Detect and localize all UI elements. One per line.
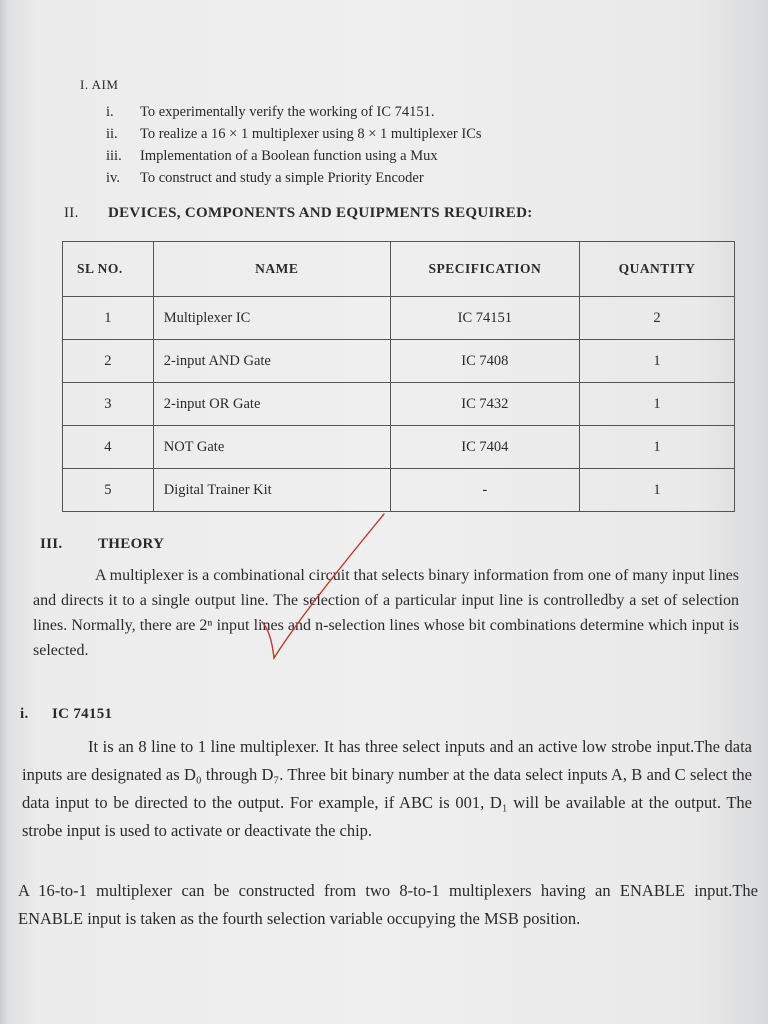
cell-sl-no: 5 (63, 469, 154, 512)
table-row (63, 469, 735, 512)
cell-quantity: 1 (579, 340, 734, 383)
column-header-quantity: QUANTITY (579, 242, 734, 297)
ic74151-paragraph: It is an 8 line to 1 line multiplexer. It has three select inputs and an active low strobe input.The data inputs are designated as D₀ through D₇. Three bit binary number at the data select inputs A, B and C select the data input to be directed to the output. For example, if ABC is 001, D₁ will be available at the output. The strobe input is used to activate or deactivate the chip. (22, 737, 752, 840)
ic74151-heading-text: IC 74151 (52, 706, 113, 722)
aim-item-text: To realize a 16 × 1 multiplexer using 8 × 1 multiplexer ICs (140, 126, 482, 142)
aim-item (106, 167, 482, 189)
cell-name: NOT Gate (153, 426, 390, 469)
table-row (63, 297, 735, 340)
devices-heading (64, 205, 533, 222)
column-header-sl-no: SL NO. (63, 242, 154, 297)
cell-name: Digital Trainer Kit (153, 469, 390, 512)
theory-paragraph: A multiplexer is a combinational circuit that selects binary information from one of many input lines and directs it to a single output line. The selection of a particular input line is controlledby a set of selection lines. Normally, there are 2ⁿ input lines and n-selection lines whose bit combinations determine which input is selected. (33, 567, 739, 659)
cell-name: Multiplexer IC (153, 297, 390, 340)
ic74151-heading-number: i. (20, 706, 29, 722)
mux16-paragraph: A 16-to-1 multiplexer can be constructed from two 8-to-1 multiplexers having an ENABLE input.The ENABLE input is taken as the fourth selection variable occupying the MSB position. (18, 881, 758, 928)
column-header-specification: SPECIFICATION (390, 242, 579, 297)
cell-sl-no: 4 (63, 426, 154, 469)
aim-item-number: ii. (106, 126, 118, 142)
aim-item (106, 123, 482, 145)
cell-quantity: 1 (579, 469, 734, 512)
devices-table (62, 241, 735, 512)
aim-item-number: i. (106, 104, 114, 120)
aim-item-text: To experimentally verify the working of IC 74151. (140, 104, 435, 120)
theory-heading (40, 536, 164, 553)
table-row (63, 426, 735, 469)
table-row (63, 383, 735, 426)
cell-sl-no: 1 (63, 297, 154, 340)
cell-specification: IC 74151 (390, 297, 579, 340)
cell-name: 2-input OR Gate (153, 383, 390, 426)
aim-item-text: Implementation of a Boolean function using a Mux (140, 148, 438, 164)
cell-quantity: 2 (579, 297, 734, 340)
cell-quantity: 1 (579, 383, 734, 426)
aim-item-number: iv. (106, 170, 120, 186)
aim-item-number: iii. (106, 148, 122, 164)
cell-sl-no: 3 (63, 383, 154, 426)
cell-quantity: 1 (579, 426, 734, 469)
cell-specification: IC 7404 (390, 426, 579, 469)
theory-heading-number: III. (40, 536, 63, 552)
aim-item (106, 145, 482, 167)
theory-heading-text: THEORY (98, 536, 165, 552)
table-header-row (63, 242, 735, 297)
aim-list (106, 101, 482, 189)
ic74151-heading (20, 706, 112, 723)
devices-heading-number: II. (64, 205, 79, 221)
devices-heading-text: DEVICES, COMPONENTS AND EQUIPMENTS REQUIRED: (108, 205, 533, 221)
cell-specification: IC 7432 (390, 383, 579, 426)
aim-item-text: To construct and study a simple Priority Encoder (140, 170, 424, 186)
aim-heading: I. AIM (80, 77, 119, 92)
column-header-name: NAME (153, 242, 390, 297)
cell-name: 2-input AND Gate (153, 340, 390, 383)
cell-specification: IC 7408 (390, 340, 579, 383)
aim-item (106, 101, 482, 123)
cell-sl-no: 2 (63, 340, 154, 383)
cell-specification: - (390, 469, 579, 512)
table-row (63, 340, 735, 383)
